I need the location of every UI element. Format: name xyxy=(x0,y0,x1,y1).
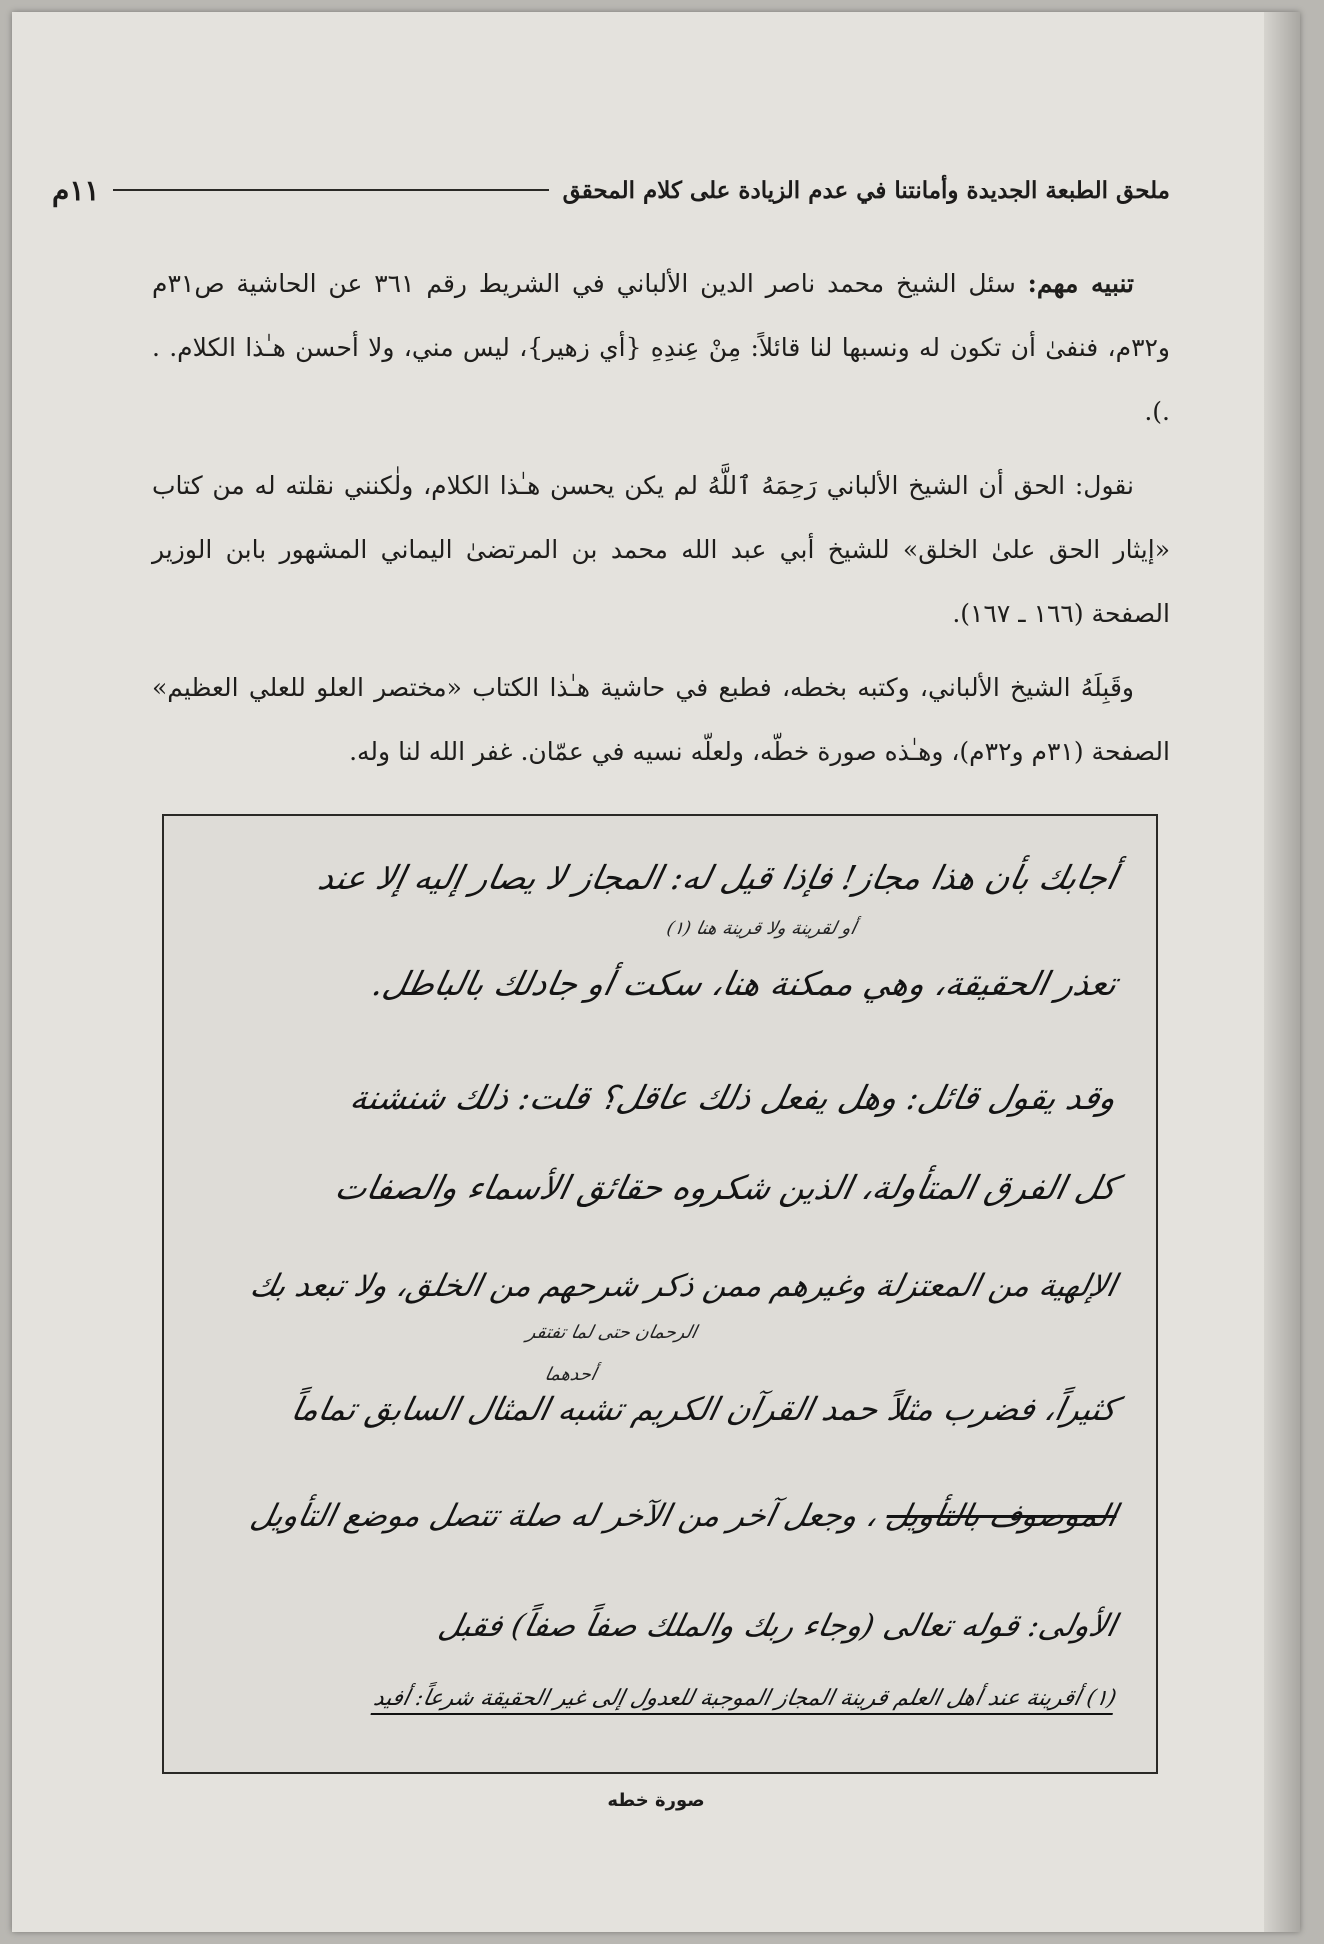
handwritten-insertion-2: الرحمان حتى لما تفتقر xyxy=(524,1322,699,1343)
running-header xyxy=(52,170,1170,210)
handwritten-insertion-3: أحدهما xyxy=(542,1364,599,1385)
paragraph-acceptance: وقَبِلَهُ الشيخ الألباني، وكتبه بخطه، فطبع في حاشية هـٰذا الكتاب «مختصر العلو للعلي العظيم» الصفحة (٣١م و٣٢م)، وهـٰذه صورة خطّه، ولعلّه نسيه في عمّان. غفر الله لنا وله. xyxy=(152,673,1170,766)
header-title: ملحق الطبعة الجديدة وأمانتنا في عدم الزيادة على كلام المحقق xyxy=(562,176,1170,204)
paragraph-response: نقول: الحق أن الشيخ الألباني رَحِمَهُ ٱللَّهُ لم يكن يحسن هـٰذا الكلام، ولٰكنني نقلته له من كتاب «إيثار الحق علىٰ الخلق» للشيخ أبي عبد الله محمد بن المرتضىٰ اليماني المشهور بابن الوزير الصفحة (١٦٦ ـ ١٦٧). xyxy=(152,471,1170,628)
handwritten-insertion-1: أو لقرينة ولا قرينة هنا (١) xyxy=(665,918,859,939)
handwriting-image-frame xyxy=(162,814,1158,1774)
handwritten-line-2: تعذر الحقيقة، وهي ممكنة هنا، سكت أو جادلك بالباطل. xyxy=(368,964,1121,1003)
handwritten-line-6: كثيراً، فضرب مثلاً حمد القرآن الكريم تشبه المثال السابق تماماً xyxy=(287,1390,1121,1428)
book-page xyxy=(12,12,1300,1932)
handwritten-line-5: الإلهية من المعتزلة وغيرهم ممن ذكر شرحهم من الخلق، ولا تبعد بك xyxy=(247,1268,1120,1304)
footnote-text: (١) أقرينة عند أهل العلم قرينة المجاز الموجبة للعدول إلى غير الحقيقة شرعاً: أفيد xyxy=(370,1686,1118,1715)
body-text xyxy=(152,252,1170,794)
page-number: ١١م xyxy=(52,173,100,207)
handwritten-footnote xyxy=(371,1686,1118,1711)
handwritten-line-1: أجابك بأن هذا مجاز! فإذا قيل له: المجاز لا يصار إليه إلا عند xyxy=(314,858,1121,897)
handwritten-line-4: كل الفرق المتأولة، الذين شكروه حقائق الأسماء والصفات xyxy=(331,1168,1121,1207)
book-spine-shadow xyxy=(1264,12,1300,1932)
image-caption: صورة خطه xyxy=(607,1790,705,1811)
header-rule xyxy=(113,189,548,191)
struck-text: الموصوف بالتأويل xyxy=(882,1498,1120,1534)
handwritten-line-7-text: ، وجعل آخر من الآخر له صلة تتصل موضع التأويل xyxy=(246,1498,881,1534)
notice-lead: تنبيه مهم: xyxy=(1027,269,1134,298)
handwritten-line-7 xyxy=(247,1498,1120,1534)
handwritten-line-3: وقد يقول قائل: وهل يفعل ذلك عاقل؟ قلت: ذلك شنشنة xyxy=(347,1078,1121,1117)
notice-text: سئل الشيخ محمد ناصر الدين الألباني في الشريط رقم ٣٦١ عن الحاشية ص٣١م و٣٢م، فنفىٰ أن تكون له ونسبها لنا قائلاً: مِنْ عِندِهِ {أي زهير}، ليس مني، ولا أحسن هـٰذا الكلام. . .). xyxy=(152,269,1170,426)
handwritten-line-8: الأولى: قوله تعالى (وجاء ربك والملك صفاً صفاً) فقبل xyxy=(435,1608,1120,1644)
paragraph-notice xyxy=(152,252,1170,444)
